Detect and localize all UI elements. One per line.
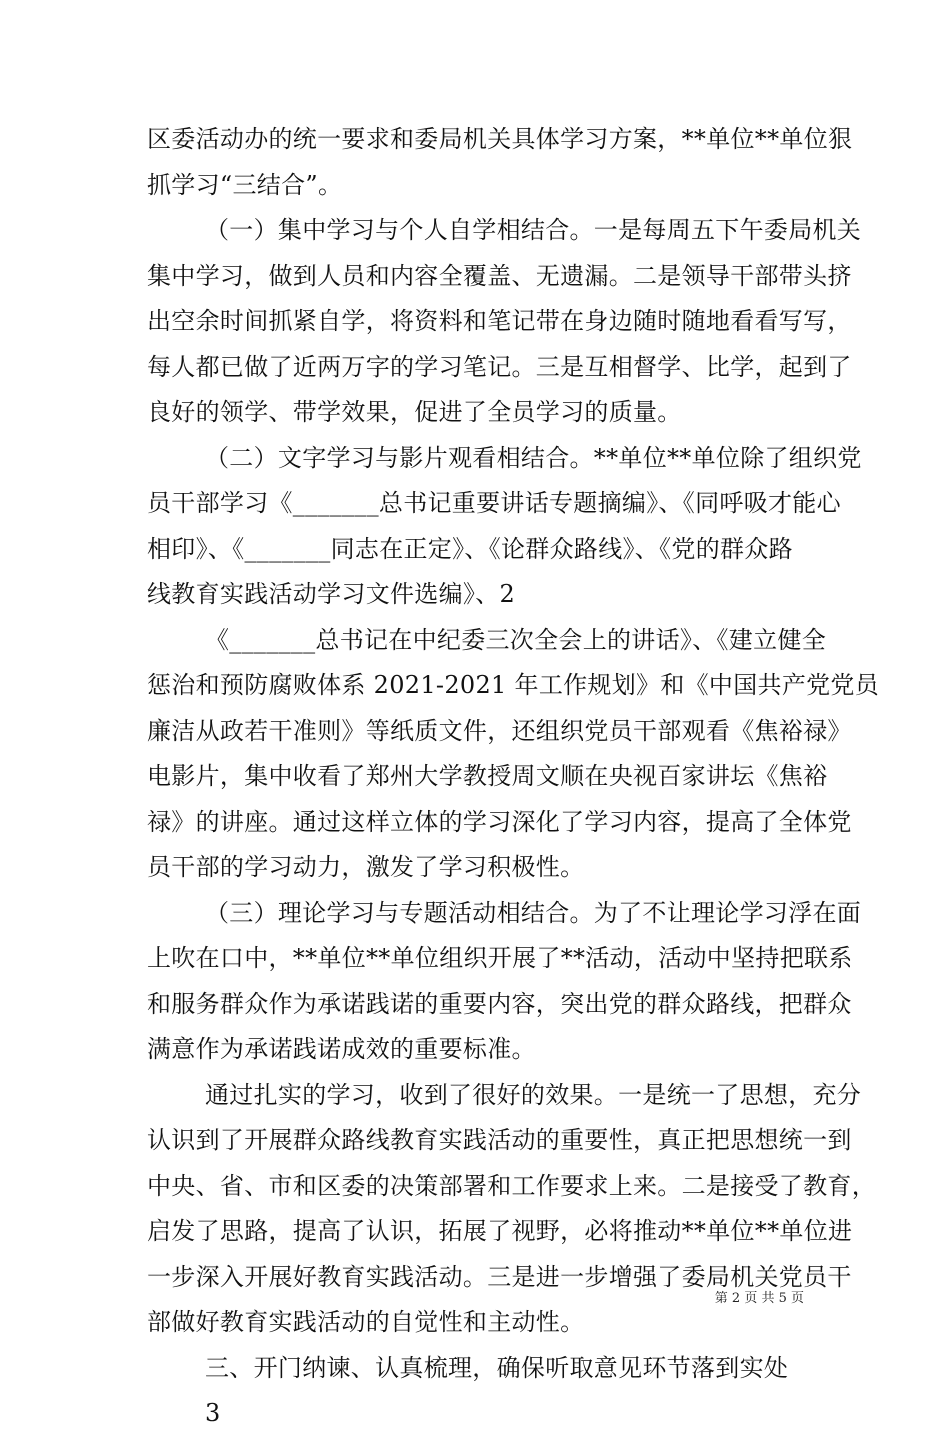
text-line: 相印》、《_______同志在正定》、《论群众路线》、《党的群众路: [147, 534, 793, 563]
document-body: [147, 117, 880, 1437]
page-footer: 第 2 页 共 5 页: [714, 1291, 804, 1306]
text-line: 认识到了开展群众路线教育实践活动的重要性，真正把思想统一到: [147, 1126, 852, 1154]
text-line: （一）集中学习与个人自学相结合。一是每周五下午委局机关: [205, 216, 862, 244]
text-line: 集中学习，做到人员和内容全覆盖、无遗漏。二是领导干部带头挤: [147, 261, 852, 290]
text-line: 《_______总书记在中纪委三次全会上的讲话》、《建立健全: [205, 625, 826, 654]
text-line: 区委活动办的统一要求和委局机关具体学习方案，**单位**单位狠: [147, 125, 853, 153]
text-line: 电影片，集中收看了郑州大学教授周文顺在央视百家讲坛《焦裕: [147, 762, 828, 790]
text-line: 员干部的学习动力，激发了学习积极性。: [147, 853, 585, 881]
text-line: 每人都已做了近两万字的学习笔记。三是互相督学、比学，起到了: [147, 352, 852, 381]
text-line: （二）文字学习与影片观看相结合。**单位**单位除了组织党: [205, 443, 862, 472]
text-line: 出空余时间抓紧自学，将资料和笔记带在身边随时随地看看写写，: [147, 307, 852, 335]
text-line: 一步深入开展好教育实践活动。三是进一步增强了委局机关党员干: [147, 1262, 852, 1291]
text-line: （三）理论学习与专题活动相结合。为了不让理论学习浮在面: [205, 898, 862, 927]
section-heading: 三、开门纳谏、认真梳理，确保听取意见环节落到实处: [205, 1353, 789, 1382]
text-line: 部做好教育实践活动的自觉性和主动性。: [147, 1308, 585, 1336]
text-line: 线教育实践活动学习文件选编》、2: [147, 580, 516, 608]
text-line: 启发了思路，提高了认识，拓展了视野，必将推动**单位**单位进: [147, 1217, 853, 1245]
text-line: 抓学习“三结合”。: [147, 170, 343, 199]
inline-page-number: 3: [205, 1399, 221, 1427]
text-line: 通过扎实的学习，收到了很好的效果。一是统一了思想，充分: [205, 1080, 862, 1109]
text-line: 廉洁从政若干准则》等纸质文件，还组织党员干部观看《焦裕禄》: [147, 716, 852, 745]
text-line: 惩治和预防腐败体系 2021-2021 年工作规划》和《中国共产党党员: [147, 671, 880, 699]
text-line: 禄》的讲座。通过这样立体的学习深化了学习内容，提高了全体党: [147, 807, 852, 836]
text-line: 和服务群众作为承诺践诺的重要内容，突出党的群众路线，把群众: [147, 989, 852, 1018]
text-line: 上吹在口中，**单位**单位组织开展了**活动，活动中坚持把联系: [147, 944, 853, 972]
text-line: 中央、省、市和区委的决策部署和工作要求上来。二是接受了教育，: [147, 1171, 876, 1200]
text-line: 员干部学习《_______总书记重要讲话专题摘编》、《同呼吸才能心: [147, 489, 841, 517]
text-line: 满意作为承诺践诺成效的重要标准。: [147, 1035, 536, 1063]
text-line: 良好的领学、带学效果，促进了全员学习的质量。: [147, 398, 682, 426]
